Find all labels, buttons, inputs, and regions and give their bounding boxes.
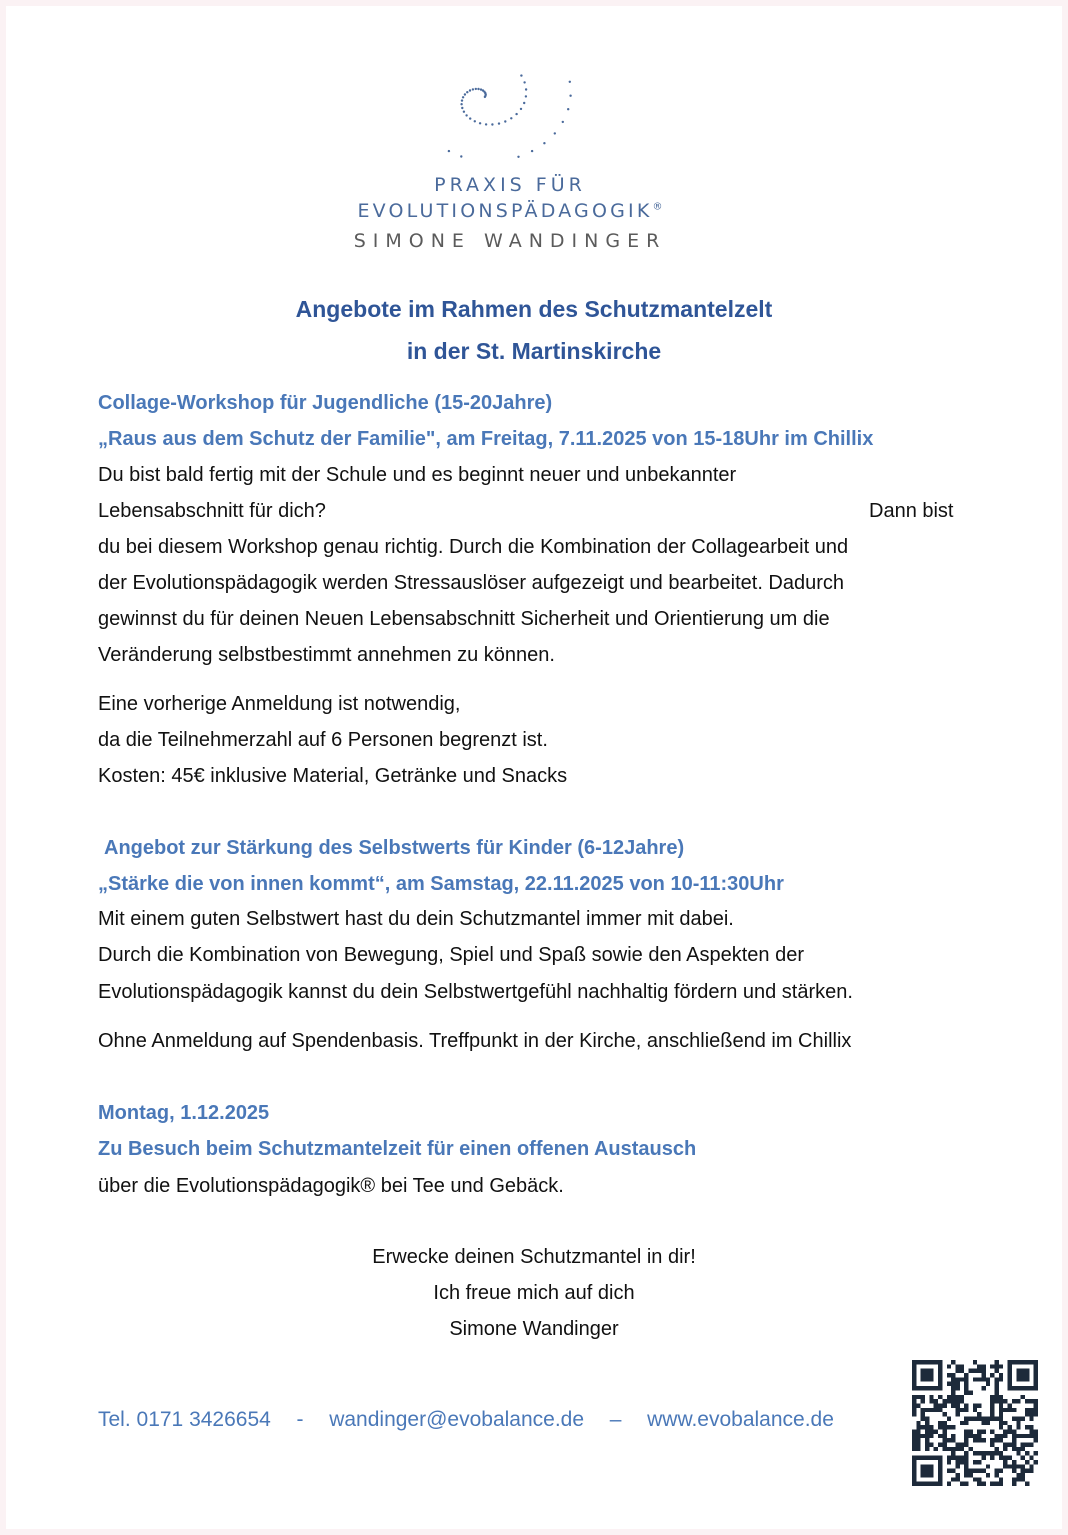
- qr-code-icon[interactable]: [912, 1360, 1038, 1486]
- offer1-body-line: du bei diesem Workshop genau richtig. Durch die Kombination der Collagearbeit und: [98, 536, 849, 558]
- offer1-info-line: da die Teilnehmerzahl auf 6 Personen begrenzt ist.: [98, 729, 548, 751]
- offer1-title: Collage-Workshop für Jugendliche (15-20Jahre): [98, 392, 553, 414]
- closing-line: Ich freue mich auf dich: [433, 1282, 635, 1304]
- page-title: Angebote im Rahmen des Schutzmantelzelt: [295, 296, 773, 322]
- offer1-body-line: Lebensabschnitt für dich?: [98, 500, 326, 522]
- offer2-body-line: Durch die Kombination von Bewegung, Spiel und Spaß sowie den Aspekten der: [98, 944, 805, 966]
- offer1-info-line: Eine vorherige Anmeldung ist notwendig,: [98, 693, 461, 715]
- separator: –: [609, 1408, 622, 1431]
- logo: [330, 70, 690, 260]
- offer2-info: Ohne Anmeldung auf Spendenbasis. Treffpunkt in der Kirche, anschließend im Chillix: [98, 1030, 852, 1052]
- offer1-info-line: Kosten: 45€ inklusive Material, Getränke und Snacks: [98, 765, 568, 787]
- website-link[interactable]: www.evobalance.de: [647, 1408, 834, 1431]
- offer2-body-line: Evolutionspädagogik kannst du dein Selbstwertgefühl nachhaltig fördern und stärken.: [98, 981, 853, 1003]
- offer3-body: über die Evolutionspädagogik® bei Tee und Gebäck.: [98, 1175, 564, 1197]
- offer3-date: Montag, 1.12.2025: [98, 1102, 270, 1124]
- logo-line-1: PRAXIS FÜR: [434, 174, 586, 196]
- offer1-body-line: Du bist bald fertig mit der Schule und es beginnt neuer und unbekannter: [98, 464, 737, 486]
- offer3-title: Zu Besuch beim Schutzmantelzeit für einen offenen Austausch: [98, 1138, 697, 1160]
- offer2-title: Angebot zur Stärkung des Selbstwerts für Kinder (6-12Jahre): [104, 837, 685, 859]
- email-link[interactable]: wandinger@evobalance.de: [329, 1408, 585, 1431]
- closing-line: Erwecke deinen Schutzmantel in dir!: [372, 1246, 696, 1268]
- offer2-subtitle: „Stärke die von innen kommt“, am Samstag, 22.11.2025 von 10-11:30Uhr: [98, 873, 784, 895]
- offer1-body-line: Veränderung selbstbestimmt annehmen zu können.: [98, 644, 555, 666]
- offer1-body-line: gewinnst du für deinen Neuen Lebensabschnitt Sicherheit und Orientierung um die: [98, 608, 830, 630]
- phone-link[interactable]: Tel. 0171 3426654: [98, 1408, 271, 1431]
- offer2-body-line: Mit einem guten Selbstwert hast du dein Schutzmantel immer mit dabei.: [98, 908, 734, 930]
- signature: Simone Wandinger: [449, 1318, 619, 1340]
- offer1-body-line: Dann bist: [869, 500, 954, 522]
- logo-line-2: EVOLUTIONSPÄDAGOGIK®: [357, 200, 663, 222]
- offer1-subtitle: „Raus aus dem Schutz der Familie", am Freitag, 7.11.2025 von 15-18Uhr im Chillix: [98, 428, 874, 450]
- footer-contact: [98, 1408, 834, 1432]
- dotted-spiral-icon: [440, 70, 580, 160]
- page-title-line-2: in der St. Martinskirche: [406, 338, 662, 364]
- logo-line-3: SIMONE WANDINGER: [353, 230, 667, 252]
- separator: -: [296, 1408, 304, 1431]
- offer1-body-line: der Evolutionspädagogik werden Stressauslöser aufgezeigt und bearbeitet. Dadurch: [98, 572, 845, 594]
